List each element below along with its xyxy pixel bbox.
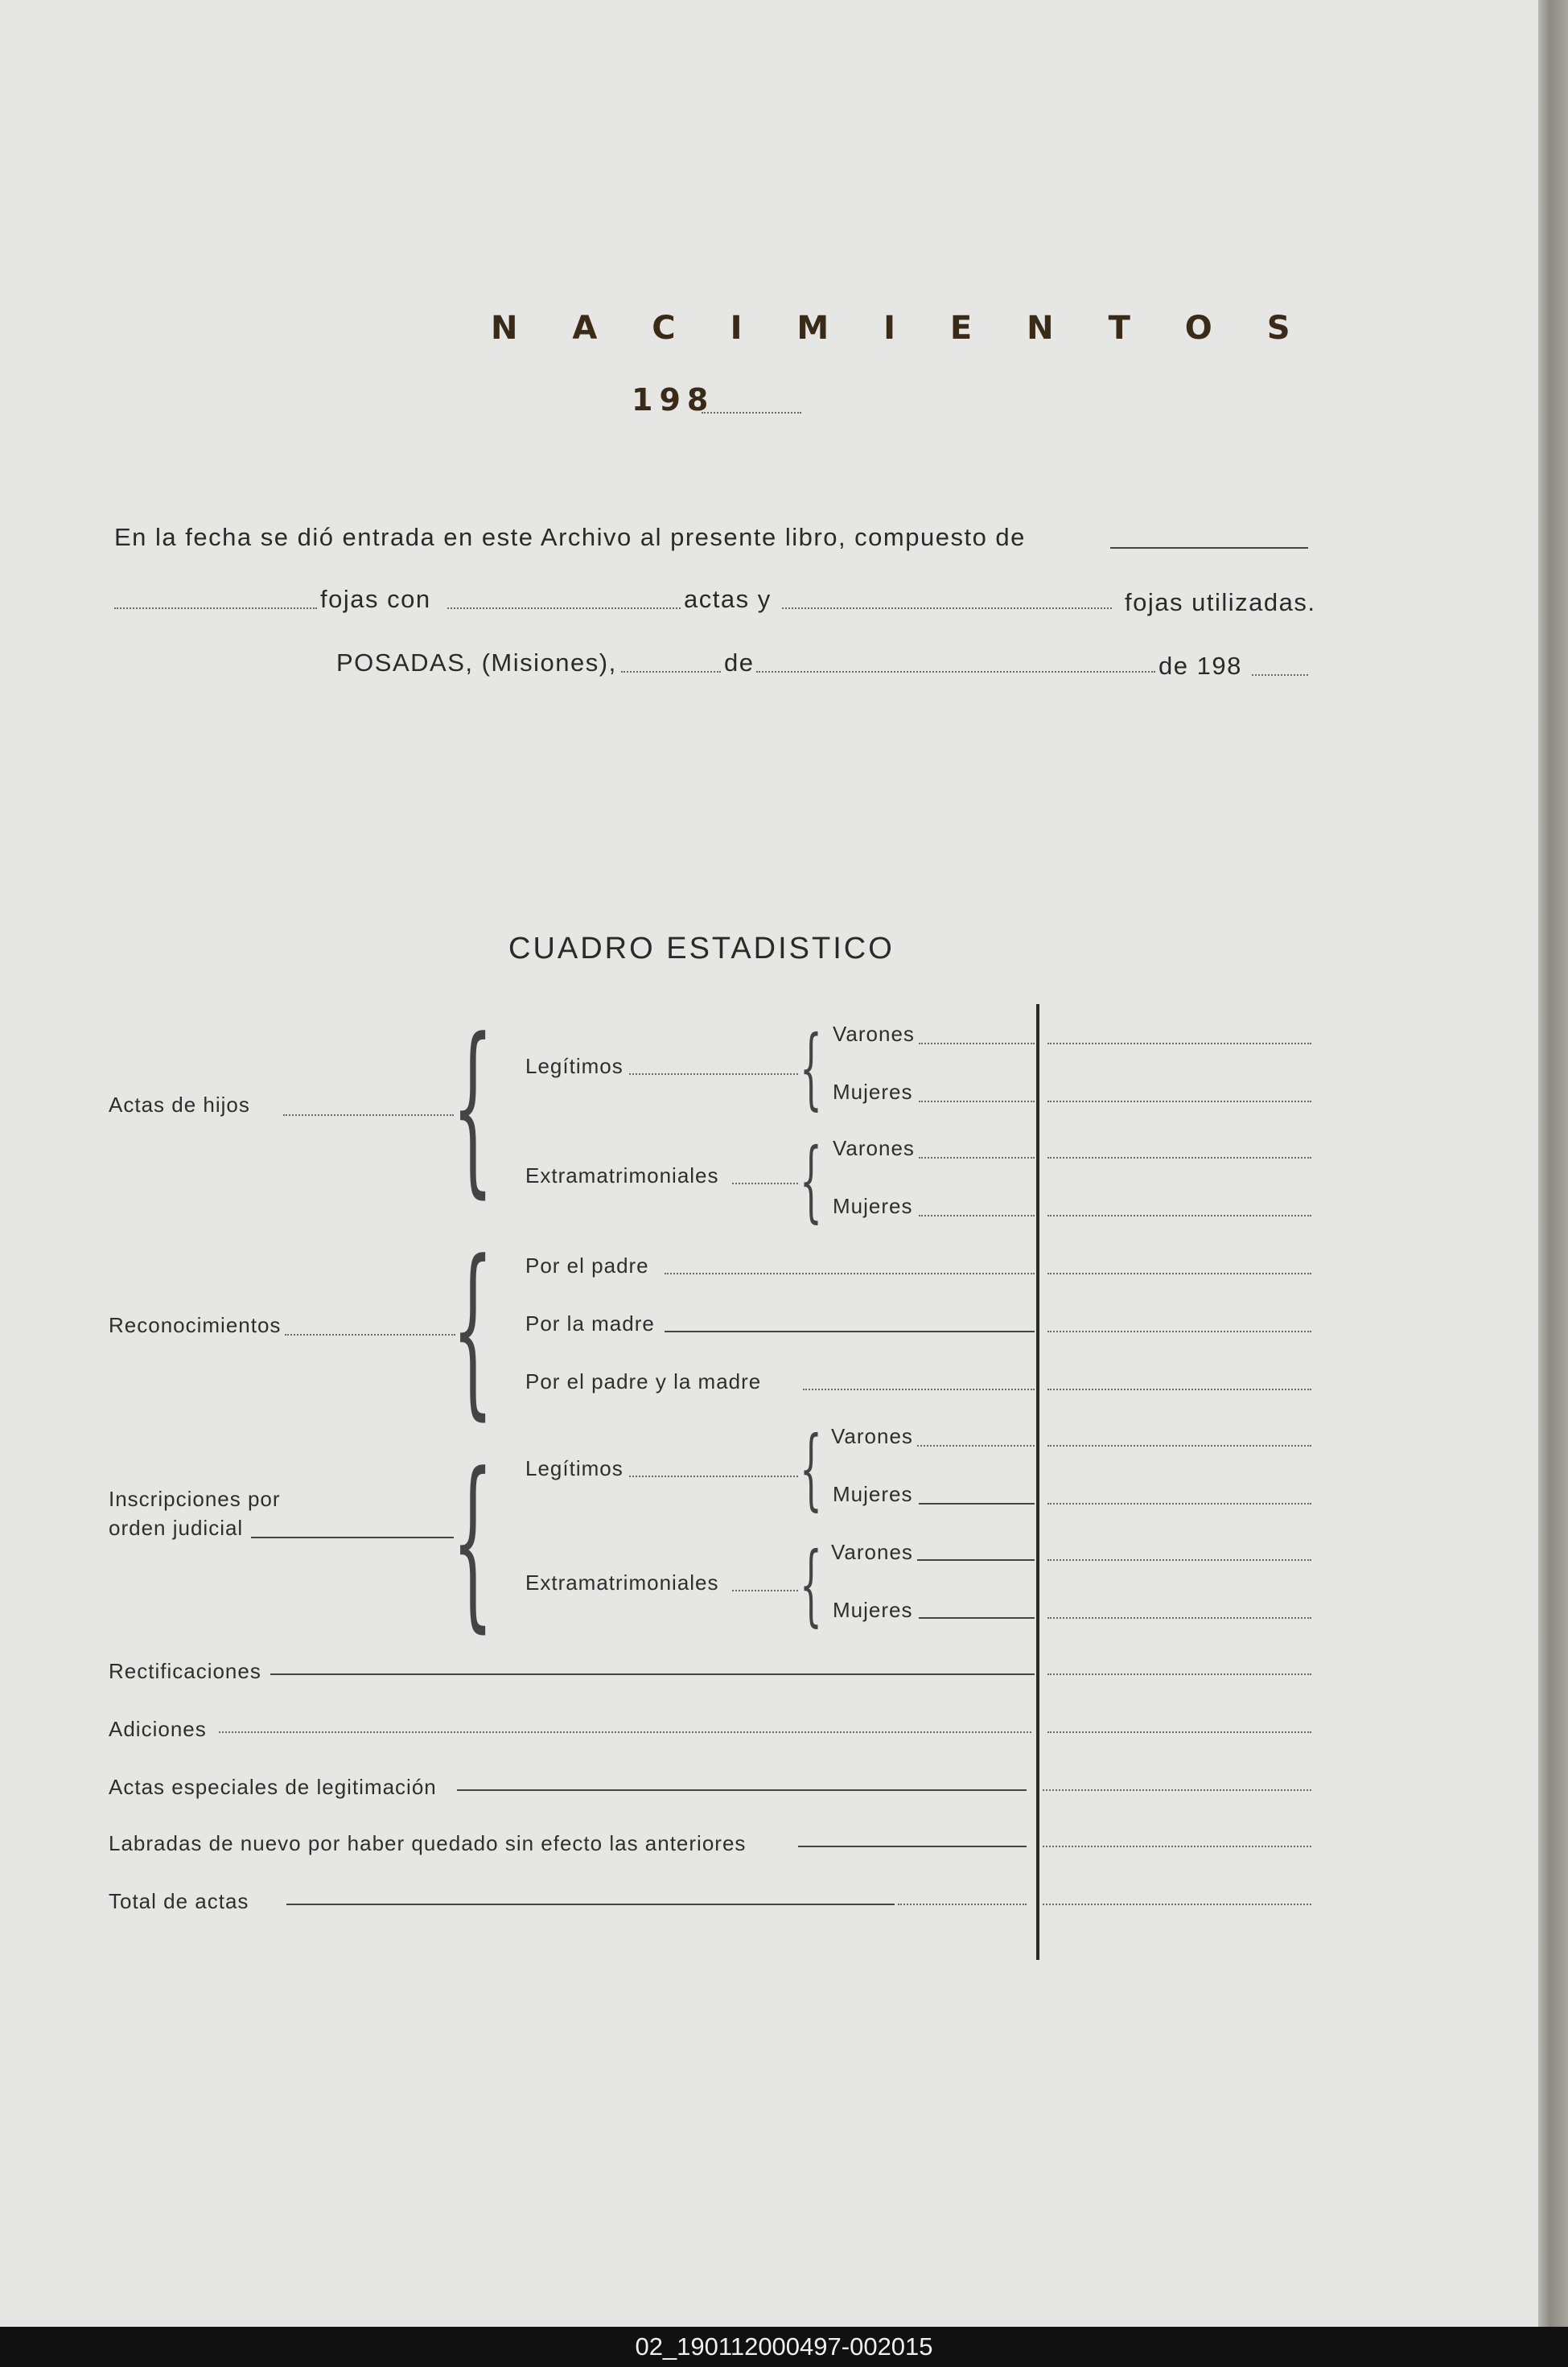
total-label: Total de actas — [109, 1889, 249, 1913]
day-fill-line — [621, 671, 721, 673]
varones-value-line — [1047, 1157, 1311, 1159]
extramatrimoniales-leader — [732, 1590, 798, 1591]
fojas-count-line — [114, 607, 317, 609]
varones-leader — [919, 1157, 1035, 1159]
por-la-madre-leader — [665, 1331, 1035, 1332]
varones-value-line — [1047, 1559, 1311, 1561]
actas-de-hijos-label: Actas de hijos — [109, 1093, 250, 1117]
rectificaciones-value-line — [1047, 1673, 1311, 1675]
table-divider-line — [1036, 1004, 1039, 1960]
inscripciones-leader — [251, 1537, 454, 1538]
mujeres-label: Mujeres — [833, 1194, 913, 1218]
stats-title: CUADRO ESTADISTICO — [508, 932, 895, 965]
reconocimientos-label: Reconocimientos — [109, 1313, 282, 1337]
reconocimientos-leader — [285, 1334, 455, 1336]
legitimos-leader — [629, 1476, 798, 1477]
adiciones-value-line — [1047, 1731, 1311, 1733]
total-value-line — [1043, 1904, 1311, 1905]
varones-label: Varones — [833, 1022, 915, 1046]
image-label: 02_190112000497-002015 — [635, 2332, 933, 2361]
fojas-utilizadas-label: fojas utilizadas. — [1125, 588, 1316, 616]
mujeres-leader — [919, 1215, 1035, 1216]
actas-y-label: actas y — [684, 585, 772, 613]
year2-fill-line — [1252, 674, 1308, 676]
month-fill-line — [756, 671, 1155, 673]
labradas-value-line — [1043, 1846, 1311, 1847]
por-el-padre-leader — [665, 1273, 1035, 1274]
mujeres-label: Mujeres — [833, 1598, 913, 1622]
compuesto-fill-line — [1110, 547, 1308, 549]
reconocimientos-brace: { — [452, 1222, 494, 1437]
legitimos-brace: { — [800, 1417, 822, 1520]
varones-value-line — [1047, 1445, 1311, 1447]
varones-value-line — [1047, 1043, 1311, 1044]
labradas-leader — [798, 1846, 1027, 1847]
inscripciones-label-1: Inscripciones por — [109, 1487, 281, 1511]
fojas-utilizadas-line — [782, 607, 1112, 609]
place-label: POSADAS, (Misiones), — [336, 648, 617, 677]
mujeres-value-line — [1047, 1503, 1311, 1505]
por-ambos-value-line — [1047, 1389, 1311, 1390]
varones-label: Varones — [831, 1424, 913, 1448]
por-la-madre-label: Por la madre — [525, 1311, 655, 1336]
legitimos-label: Legítimos — [525, 1054, 623, 1078]
page-edge — [1538, 0, 1568, 2327]
inscripciones-brace: { — [452, 1435, 494, 1649]
extramatrimoniales-label: Extramatrimoniales — [525, 1163, 719, 1188]
de-label: de — [724, 648, 755, 677]
actas-count-line — [447, 607, 681, 609]
por-el-padre-value-line — [1047, 1273, 1311, 1274]
varones-leader — [917, 1559, 1035, 1561]
de-year-label: de 198 — [1159, 652, 1242, 680]
mujeres-leader — [919, 1503, 1035, 1505]
mujeres-leader — [919, 1101, 1035, 1102]
image-label-bar — [0, 2327, 1568, 2367]
intro-line-1: En la fecha se dió entrada en este Archivo al presente libro, compuesto de — [114, 523, 1026, 551]
document-year: 198 — [632, 382, 715, 418]
extramatrimoniales-brace: { — [800, 1129, 822, 1232]
mujeres-value-line — [1047, 1617, 1311, 1619]
por-ambos-leader — [803, 1389, 1035, 1390]
labradas-label: Labradas de nuevo por haber quedado sin efecto las anteriores — [109, 1831, 747, 1855]
adiciones-label: Adiciones — [109, 1717, 207, 1741]
por-la-madre-value-line — [1047, 1331, 1311, 1332]
mujeres-value-line — [1047, 1101, 1311, 1102]
varones-leader — [917, 1445, 1035, 1447]
por-el-padre-label: Por el padre — [525, 1253, 649, 1278]
por-ambos-label: Por el padre y la madre — [525, 1369, 762, 1393]
rectificaciones-label: Rectificaciones — [109, 1659, 261, 1683]
extramatrimoniales-label: Extramatrimoniales — [525, 1570, 719, 1595]
mujeres-label: Mujeres — [833, 1482, 913, 1506]
varones-label: Varones — [833, 1136, 915, 1160]
inscripciones-label-2: orden judicial — [109, 1516, 244, 1540]
actas-de-hijos-brace: { — [452, 1000, 494, 1215]
fojas-con-label: fojas con — [320, 585, 431, 613]
year-fill-line — [702, 412, 801, 414]
legitimos-label: Legítimos — [525, 1456, 623, 1480]
document-title: N A C I M I E N T O S — [491, 310, 1312, 347]
rectificaciones-leader — [270, 1673, 1035, 1675]
legitimacion-leader — [457, 1789, 1027, 1791]
legitimos-leader — [629, 1073, 798, 1075]
extramatrimoniales-brace: { — [800, 1533, 822, 1636]
total-leader — [286, 1904, 895, 1905]
varones-leader — [919, 1043, 1035, 1044]
total-leader-dots — [898, 1904, 1027, 1905]
mujeres-leader — [919, 1617, 1035, 1619]
mujeres-value-line — [1047, 1215, 1311, 1216]
extramatrimoniales-leader — [732, 1183, 798, 1184]
legitimos-brace: { — [800, 1016, 822, 1119]
legitimacion-label: Actas especiales de legitimación — [109, 1775, 437, 1799]
legitimacion-value-line — [1043, 1789, 1311, 1791]
mujeres-label: Mujeres — [833, 1080, 913, 1104]
adiciones-leader — [219, 1731, 1031, 1733]
actas-de-hijos-leader — [283, 1114, 454, 1116]
varones-label: Varones — [831, 1540, 913, 1564]
